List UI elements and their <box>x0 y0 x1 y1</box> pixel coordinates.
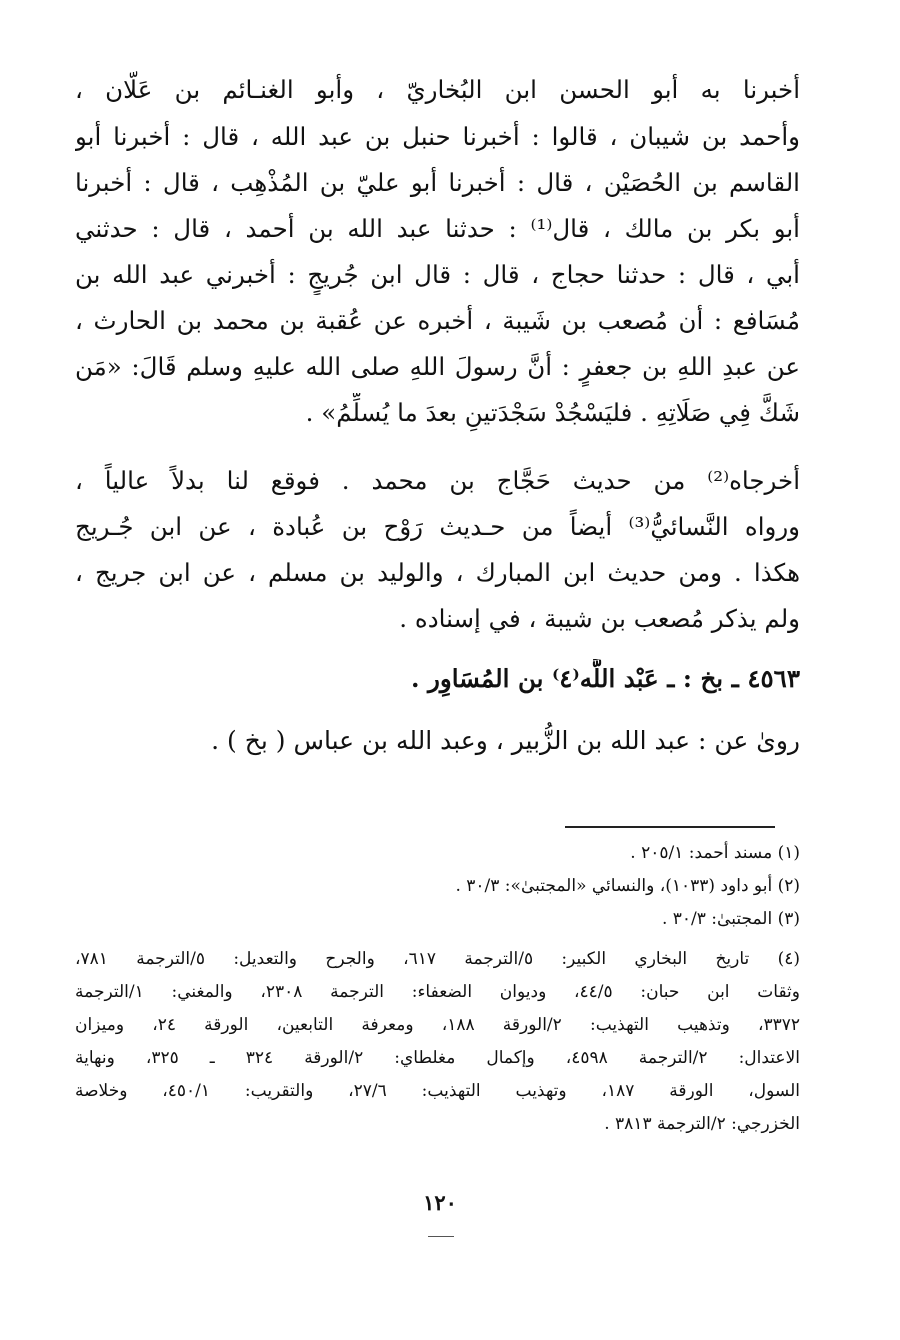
text-line: عن عبدِ اللهِ بن جعفرٍ : أنَّ رسولَ اللهِ صلى الله عليهِ وسلم قَالَ: «مَن <box>75 352 800 381</box>
footnote-4-line: الخزرجي: ٢/الترجمة ٣٨١٣ . <box>604 1114 800 1134</box>
footnote-4-line: ٣٣٧٢، وتذهيب التهذيب: ٢/الورقة ١٨٨، ومعرفة التابعين، الورقة ٢٤، وميزان <box>75 1015 800 1035</box>
footnote-1: (١) مسند أحمد: ٢٠٥/١ . <box>630 843 800 863</box>
footnote-4-line: الاعتدال: ٢/الترجمة ٤٥٩٨، وإكمال مغلطاي: ٢/الورقة ٣٢٤ ـ ٣٢٥، ونهاية <box>75 1048 800 1068</box>
text-line: مُسَافع : أن مُصعب بن شَيبة ، أخبره عن عُقبة بن محمد بن الحارث ، <box>75 306 800 335</box>
text-line: أخبرنا به أبو الحسن ابن البُخاريّ ، وأبو الغنـائم بن عَلّان ، <box>75 75 800 104</box>
text-line: ولم يذكر مُصعب بن شيبة ، في إسناده . <box>399 604 800 633</box>
footnote-4-line: السول، الورقة ١٨٧، وتهذيب التهذيب: ٢٧/٦، والتقريب: ٤٥٠/١، وخلاصة <box>75 1081 800 1101</box>
entry-heading: ٤٥٦٣ ـ بخ : ـ عَبْد اللَّه⁽٤⁾ بن المُسَاوِر . <box>410 664 800 693</box>
footnote-divider <box>565 826 775 828</box>
text-line: شَكَّ فِي صَلَاتِهِ . فليَسْجُدْ سَجْدَتينِ بعدَ ما يُسلِّمُ» . <box>305 398 800 427</box>
page-number: ١٢٠ <box>423 1190 457 1215</box>
footnote-4-line: (٤) تاريخ البخاري الكبير: ٥/الترجمة ٦١٧، والجرح والتعديل: ٥/الترجمة ٧٨١، <box>75 949 800 969</box>
footnote-2: (٢) أبو داود (١٠٣٣)، والنسائي «المجتبىٰ»: ٣٠/٣ . <box>455 876 800 896</box>
text-line: وأحمد بن شيبان ، قالوا : أخبرنا حنبل بن عبد الله ، قال : أخبرنا أبو <box>75 122 800 151</box>
riwaya-line: روىٰ عن : عبد الله بن الزُّبير ، وعبد الله بن عباس ( بخ ) . <box>211 726 800 755</box>
text-line: هكذا . ومن حديث ابن المبارك ، والوليد بن مسلم ، عن ابن جريج ، <box>75 558 800 587</box>
text-line: أبو بكر بن مالك ، قال⁽¹⁾ : حدثنا عبد الله بن أحمد ، قال : حدثني <box>75 214 800 243</box>
text-line: ورواه النَّسائيُّ⁽³⁾ أيضاً من حـديث رَوْح بن عُبادة ، عن ابن جُـريج <box>75 512 800 541</box>
page-bottom-mark <box>428 1236 454 1237</box>
footnote-3: (٣) المجتبىٰ: ٣٠/٣ . <box>661 909 800 929</box>
text-line: القاسم بن الحُصَيْن ، قال : أخبرنا أبو عليّ بن المُذْهِب ، قال : أخبرنا <box>75 168 800 197</box>
text-line: أخرجاه⁽²⁾ من حديث حَجَّاج بن محمد . فوقع لنا بدلاً عالياً ، <box>75 466 800 495</box>
footnote-4-line: وثقات ابن حبان: ٤٤/٥، وديوان الضعفاء: الترجمة ٢٣٠٨، والمغني: ١/الترجمة <box>75 982 800 1002</box>
text-line: أبي ، قال : حدثنا حجاج ، قال : قال ابن جُريجٍ : أخبرني عبد الله بن <box>75 260 800 289</box>
